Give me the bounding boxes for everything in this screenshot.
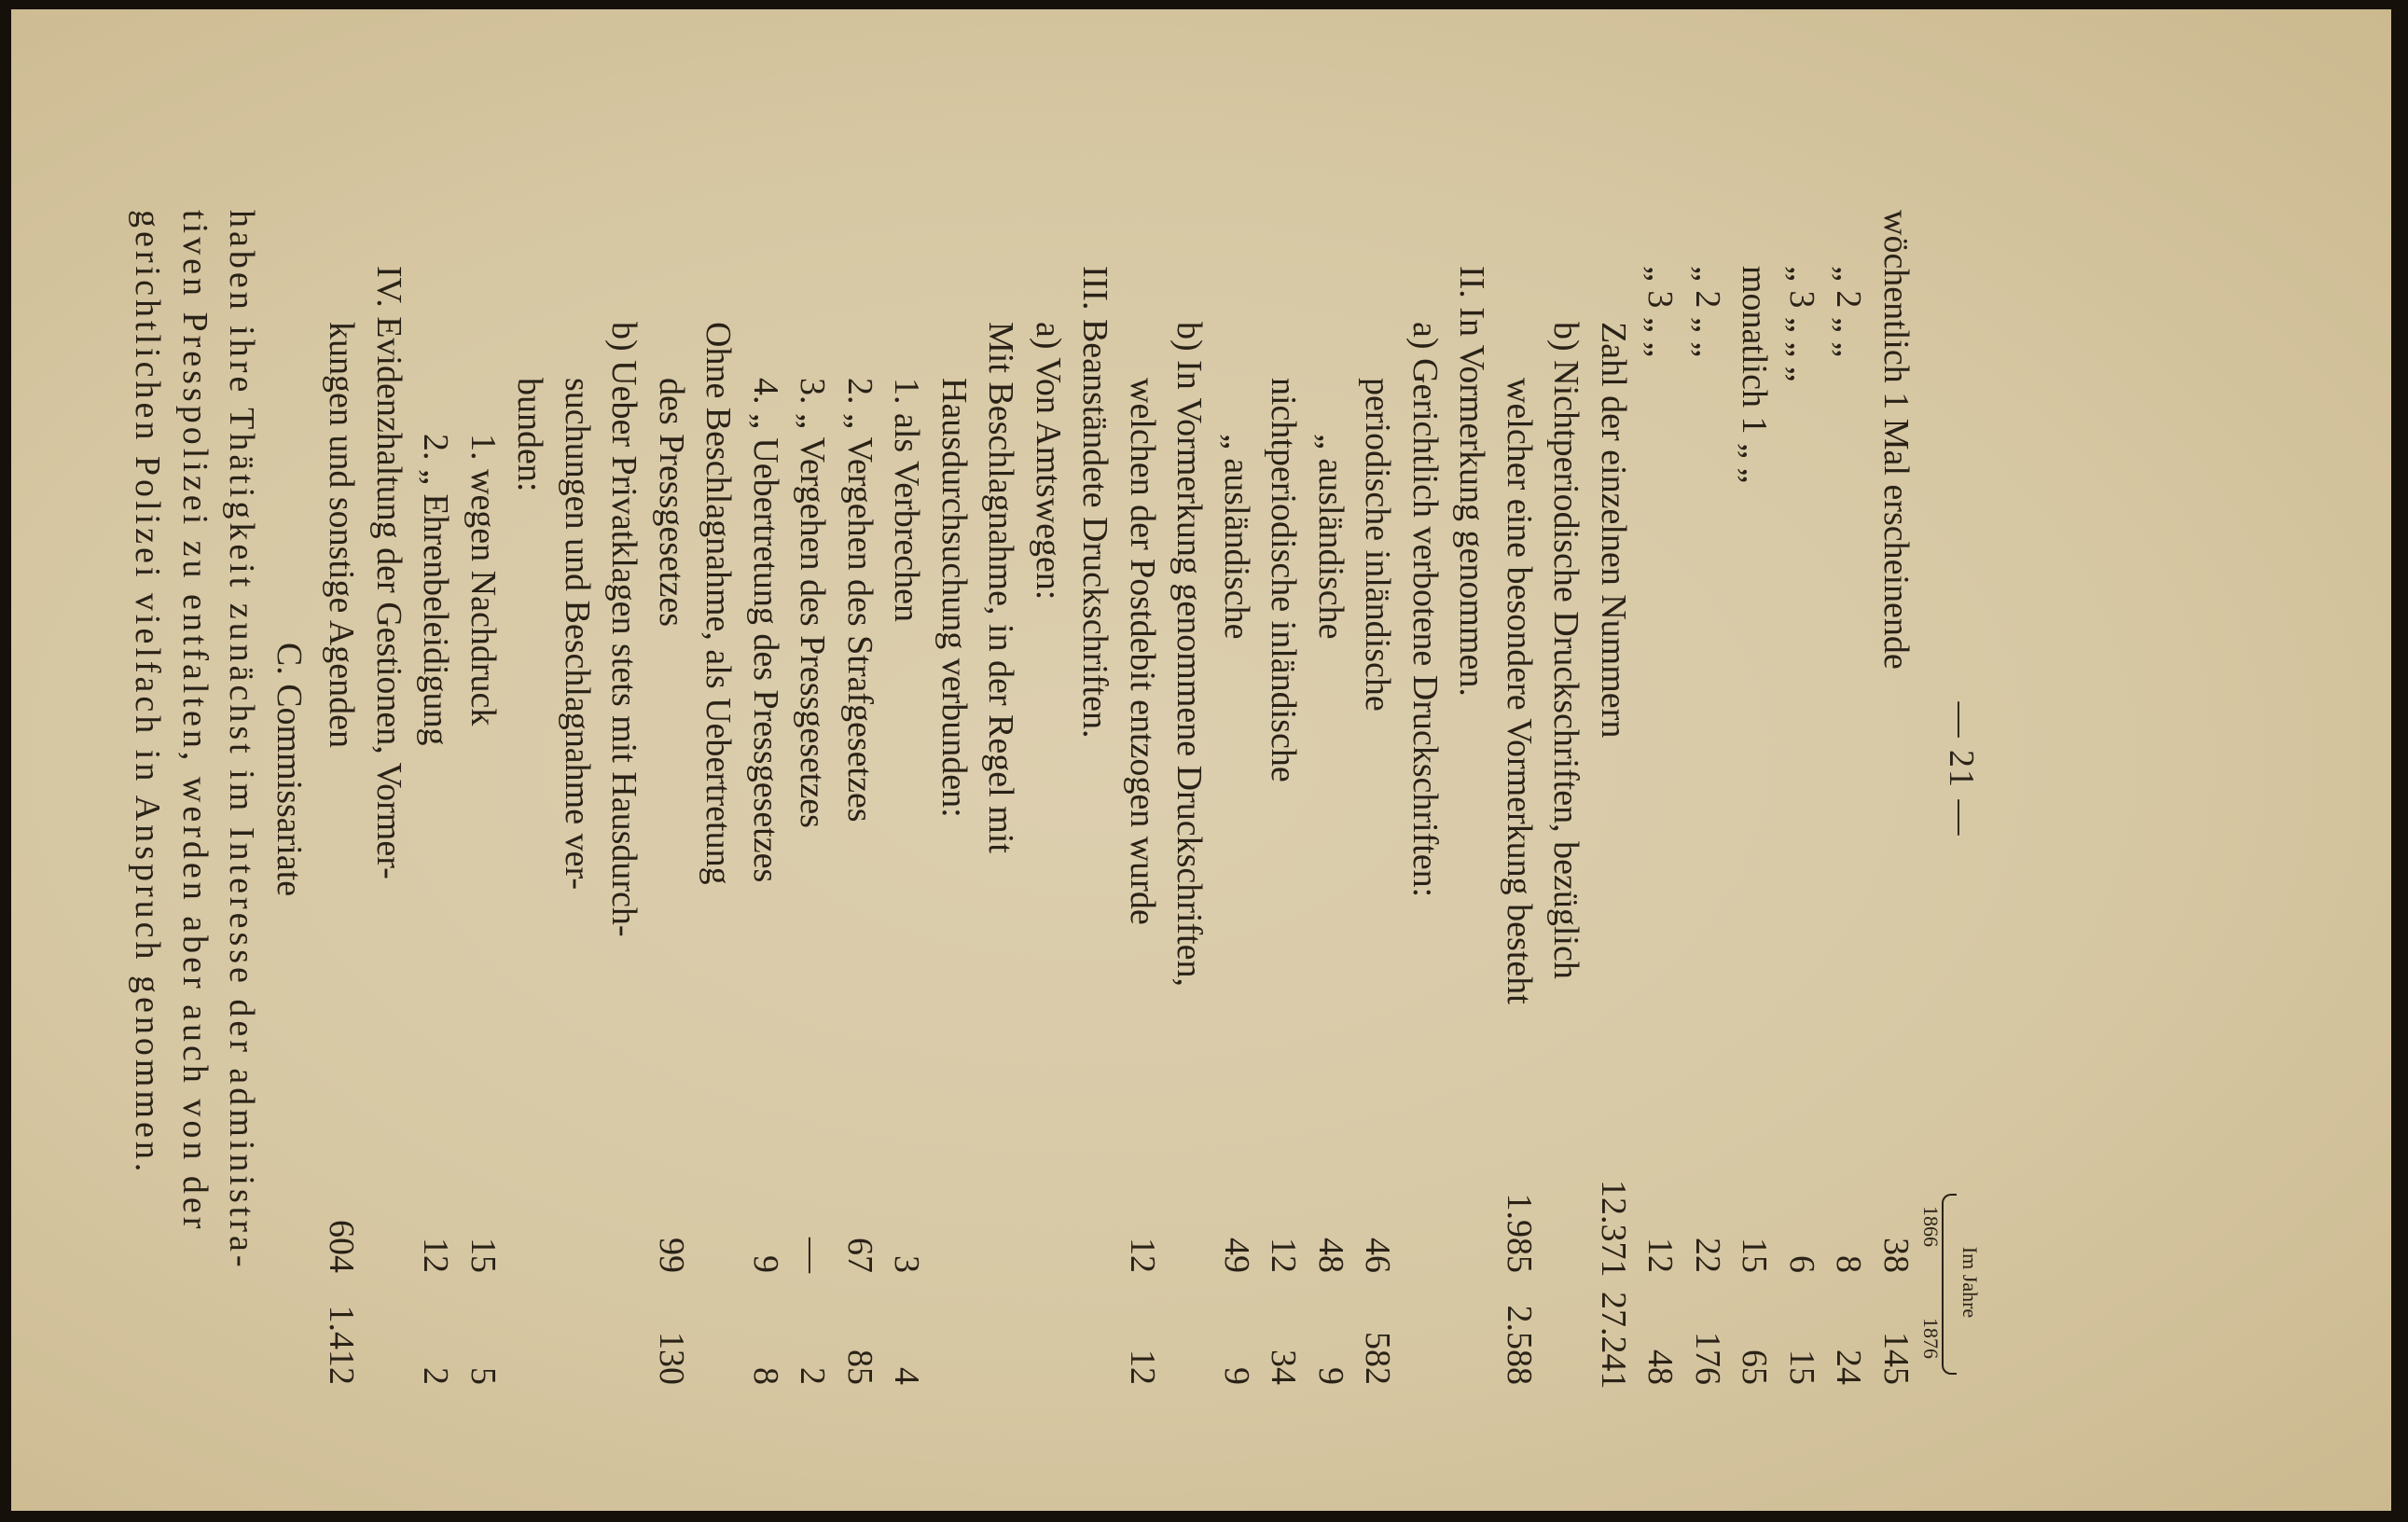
- table-row: [1590, 210, 1638, 1390]
- table-row: [1496, 210, 1543, 1385]
- value-1866: 8: [1829, 1255, 1869, 1273]
- value-1876: 9: [1311, 1367, 1350, 1385]
- value-1866: 12.371: [1594, 1180, 1633, 1278]
- row-label: b) Ueber Privatklagen stets mit Hausdurch-: [604, 322, 644, 937]
- table-row: [931, 210, 978, 1329]
- row-label: b) In Vormerkung genommene Druckschriften,: [1169, 322, 1210, 988]
- document-page: [11, 9, 2391, 1511]
- table-row: [742, 210, 790, 1385]
- row-label: 4. „ Uebertretung des Pressgesetzes: [746, 378, 785, 883]
- table-row: [1354, 210, 1402, 1385]
- value-1866: 15: [464, 1238, 503, 1273]
- rotated-content: [128, 70, 2134, 1450]
- row-label: 2. „ Ehrenbeleidigung: [416, 434, 456, 746]
- value-1866: 12: [1640, 1238, 1681, 1273]
- row-label: a) Gerichtlich verbotene Druckschriften:: [1405, 322, 1445, 898]
- value-1876: 65: [1735, 1349, 1775, 1385]
- table-row: [1260, 210, 1308, 1385]
- value-1876: 34: [1264, 1349, 1304, 1385]
- value-1866: 1.985: [1500, 1193, 1539, 1273]
- table-row: [837, 210, 884, 1385]
- row-label: 2. „ Vergehen des Strafgesetzes: [840, 378, 879, 823]
- year-header-label: Im Jahre: [1958, 1246, 1982, 1319]
- value-1866: 67: [840, 1238, 879, 1273]
- value-1876: 8: [746, 1367, 785, 1385]
- row-label: 3. „ Vergehen des Pressgesetzes: [793, 378, 833, 828]
- value-1866: 3: [887, 1255, 927, 1273]
- row-label: Hausdurchsuchung verbunden:: [934, 378, 974, 818]
- table-row: [366, 210, 413, 1329]
- value-1866: 46: [1358, 1238, 1398, 1273]
- year-brace: [1942, 1194, 1957, 1375]
- row-label: des Pressgesetzes: [652, 378, 691, 627]
- statistics-table: [318, 210, 1919, 1390]
- table-row: [318, 210, 366, 1385]
- section-c-paragraph: [124, 210, 266, 1329]
- page-body: [128, 70, 2134, 1450]
- row-label: welchen der Postdebit entzogen wurde: [1123, 378, 1162, 925]
- table-row: [1873, 210, 1920, 1385]
- value-1866: 12: [416, 1238, 456, 1273]
- value-1866: 15: [1735, 1238, 1775, 1273]
- section-c-heading-text: C. Commissariate: [270, 642, 309, 897]
- value-1876: 2.588: [1500, 1305, 1539, 1385]
- value-1866: 6: [1782, 1255, 1821, 1273]
- table-row: [1684, 210, 1732, 1385]
- table-row: [1448, 210, 1496, 1329]
- table-row: [789, 210, 837, 1385]
- row-label: kungen und sonstige Agenden: [322, 322, 362, 749]
- row-label: suchungen und Beschlagnahme ver-: [558, 378, 597, 891]
- year-1876: 1876: [1919, 1318, 1943, 1359]
- table-row: [977, 210, 1025, 1329]
- row-label: 1. wegen Nachdruck: [464, 434, 503, 726]
- row-label: „ 3 „ „ „: [1782, 266, 1821, 382]
- value-1866: 99: [652, 1238, 691, 1273]
- year-1866: 1866: [1919, 1206, 1943, 1247]
- row-label: welcher eine besondere Vormerkung besteht: [1500, 378, 1539, 1004]
- row-label: b) Nichtperiodische Druckschriften, bezüglich: [1546, 322, 1586, 979]
- value-1866: 604: [322, 1220, 362, 1273]
- row-label: „ 2 „ „: [1829, 266, 1869, 358]
- value-1866: 9: [746, 1255, 785, 1273]
- row-label: IV. Evidenzhaltung der Gestionen, Vormer-: [369, 266, 408, 879]
- value-1876: 130: [652, 1332, 691, 1385]
- value-1876: 85: [840, 1349, 879, 1385]
- table-row: [1213, 210, 1261, 1385]
- value-1876: 27.241: [1594, 1292, 1633, 1390]
- value-1876: 5: [464, 1367, 503, 1385]
- row-label: bunden:: [510, 378, 550, 492]
- value-1866: 48: [1311, 1238, 1350, 1273]
- section-c-heading: [266, 210, 313, 1329]
- paragraph-line: tiven Presspolizei zu entfalten, werden aber auch von der: [175, 210, 215, 1233]
- row-label: monatlich 1 „ „: [1735, 266, 1775, 484]
- value-1876: 9: [1217, 1367, 1256, 1385]
- paragraph-line: gerichtlichen Polizei vielfach in Anspruch genommen.: [128, 210, 168, 1176]
- table-row: [412, 210, 460, 1385]
- value-1876: 4: [887, 1367, 927, 1385]
- table-row: [695, 210, 742, 1329]
- table-row: [1543, 210, 1590, 1329]
- table-row: [1825, 210, 1873, 1385]
- value-1876: 1.412: [322, 1305, 362, 1385]
- paragraph-line: haben ihre Thätigkeit zunächst im Interesse der administra-: [222, 210, 262, 1271]
- row-label: Ohne Beschlagnahme, als Uebertretung: [699, 322, 739, 885]
- row-label: 1. als Verbrechen: [887, 378, 927, 623]
- row-label: „ 3 „ „: [1640, 266, 1681, 358]
- row-label: a) Von Amtswegen:: [1029, 322, 1068, 601]
- year-header: [1919, 210, 1982, 1359]
- row-label: Zahl der einzelnen Nummern: [1594, 322, 1633, 739]
- table-row: [1731, 210, 1778, 1385]
- value-1876: 48: [1640, 1349, 1681, 1385]
- table-row: [1402, 210, 1449, 1329]
- table-row: [554, 210, 602, 1329]
- table-row: [1072, 210, 1119, 1329]
- table-row: [1119, 210, 1167, 1385]
- value-1876: 12: [1123, 1349, 1162, 1385]
- value-1866: 49: [1217, 1238, 1256, 1273]
- value-1866: 38: [1876, 1238, 1916, 1273]
- page-number: — 21 —: [1942, 701, 1981, 837]
- value-1866: —: [793, 1238, 833, 1273]
- table-row: [1308, 210, 1355, 1385]
- table-row: [460, 210, 507, 1385]
- table-row: [1637, 210, 1684, 1385]
- table-row: [648, 210, 696, 1385]
- value-1876: 15: [1782, 1349, 1821, 1385]
- row-label: III. Beanständete Druckschriften.: [1075, 266, 1115, 739]
- table-row: [1166, 210, 1213, 1329]
- value-1866: 12: [1123, 1238, 1162, 1273]
- table-row: [1025, 210, 1073, 1329]
- value-1876: 24: [1829, 1349, 1869, 1385]
- row-label: „ ausländische: [1311, 434, 1350, 640]
- table-row: [883, 210, 931, 1385]
- value-1866: 12: [1264, 1238, 1304, 1273]
- row-label: periodische inländische: [1358, 378, 1398, 712]
- value-1876: 145: [1876, 1332, 1916, 1385]
- row-label: Mit Beschlagnahme, in der Regel mit: [981, 322, 1021, 853]
- row-label: „ ausländische: [1217, 434, 1256, 640]
- table-row: [506, 210, 554, 1329]
- value-1876: 582: [1358, 1332, 1398, 1385]
- value-1866: 22: [1688, 1238, 1727, 1273]
- row-label: nichtperiodische inländische: [1264, 378, 1304, 782]
- row-label: wöchentlich 1 Mal erscheinende: [1876, 210, 1916, 670]
- value-1876: 2: [416, 1367, 456, 1385]
- table-row: [601, 210, 648, 1329]
- value-1876: 2: [793, 1367, 833, 1385]
- row-label: „ 2 „ „: [1688, 266, 1727, 358]
- table-row: [1778, 210, 1826, 1385]
- row-label: II. In Vormerkung genommen.: [1452, 266, 1492, 697]
- value-1876: 176: [1688, 1332, 1727, 1385]
